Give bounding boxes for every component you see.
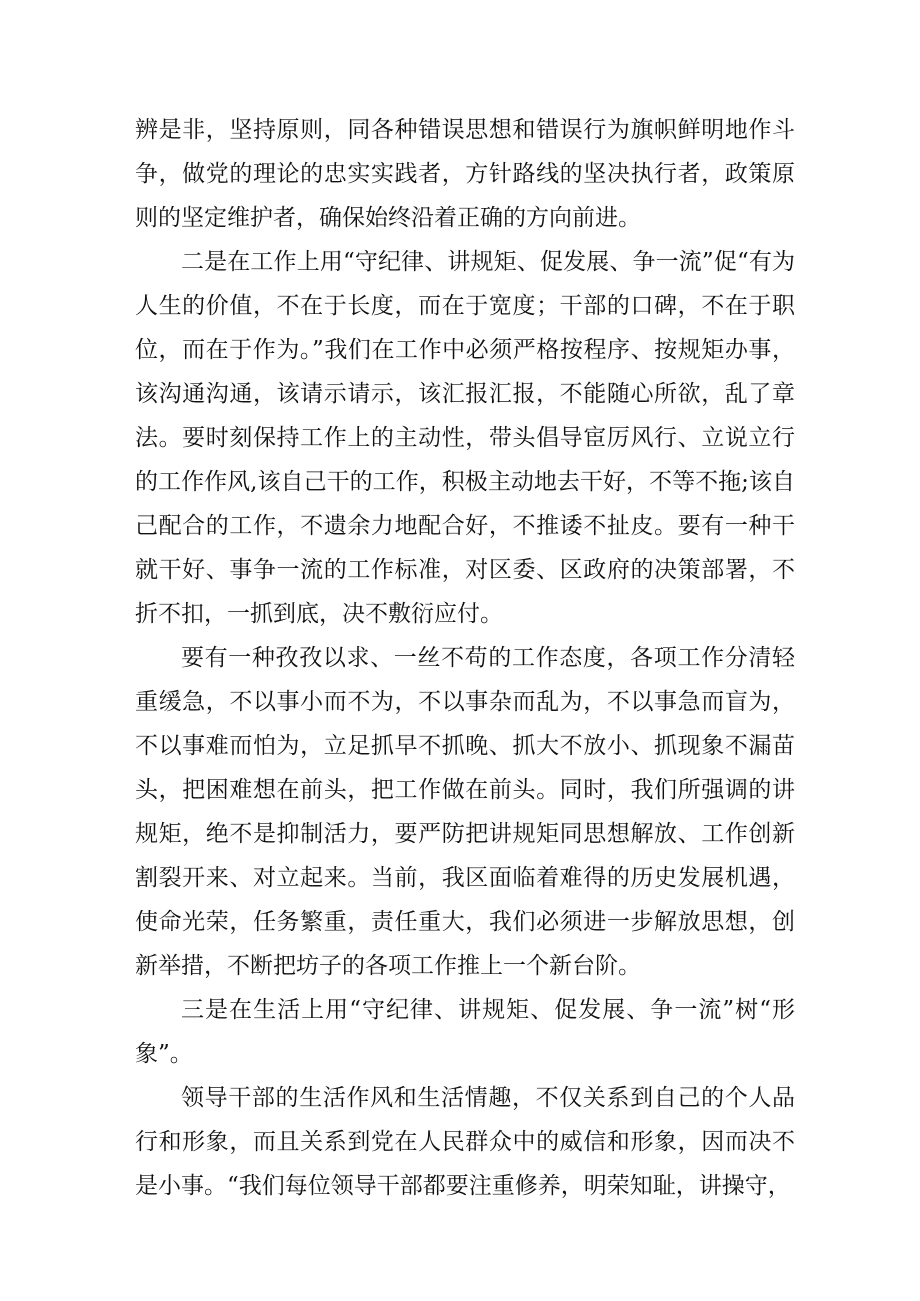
- document-body: [135, 108, 795, 1208]
- paragraph-work-style: 二是在工作上用“守纪律、讲规矩、促发展、争一流”促“有为人生的价值，不在于长度，而在于宽度；干部的口碑，不在于职位，而在于作为。”我们在工作中必须严格按程序、按规矩办事，该沟通沟通，该请示请示，该汇报汇报，不能随心所欲，乱了章法。要时刻保持工作上的主动性，带头倡导宦厉风行、立说立行的工作作风,该自己干的工作，积极主动地去干好，不等不拖;该自己配合的工作，不遗余力地配合好，不推诿不扯皮。要有一种干就干好、事争一流的工作标准，对区委、区政府的决策部署，不折不扣，一抓到底，决不敷衍应付。: [135, 249, 795, 627]
- paragraph-continued: 辨是非，坚持原则，同各种错误思想和错误行为旗帜鲜明地作斗争，做党的理论的忠实实践者，方针路线的坚决执行者，政策原则的坚定维护者，确保始终沿着正确的方向前进。: [135, 117, 795, 231]
- paragraph-life-style: 领导干部的生活作风和生活情趣，不仅关系到自己的个人品行和形象，而且关系到党在人民群众中的威信和形象，因而决不是小事。“我们每位领导干部都要注重修养，明荣知耻，讲操守，: [135, 1085, 795, 1199]
- paragraph-work-attitude: 要有一种孜孜以求、一丝不苟的工作态度，各项工作分清轻重缓急，不以事小而不为，不以事杂而乱为，不以事急而盲为，不以事难而怕为，立足抓早不抓晚、抓大不放小、抓现象不漏苗头，把困难想在前头，把工作做在前头。同时，我们所强调的讲规矩，绝不是抑制活力，要严防把讲规矩同思想解放、工作创新割裂开来、对立起来。当前，我区面临着难得的历史发展机遇，使命光荣，任务繁重，责任重大，我们必须进一步解放思想，创新举措，不断把坊子的各项工作推上一个新台阶。: [135, 645, 795, 979]
- paragraph-life-heading: 三是在生活上用“守纪律、讲规矩、促发展、争一流”树“形象”。: [135, 997, 795, 1067]
